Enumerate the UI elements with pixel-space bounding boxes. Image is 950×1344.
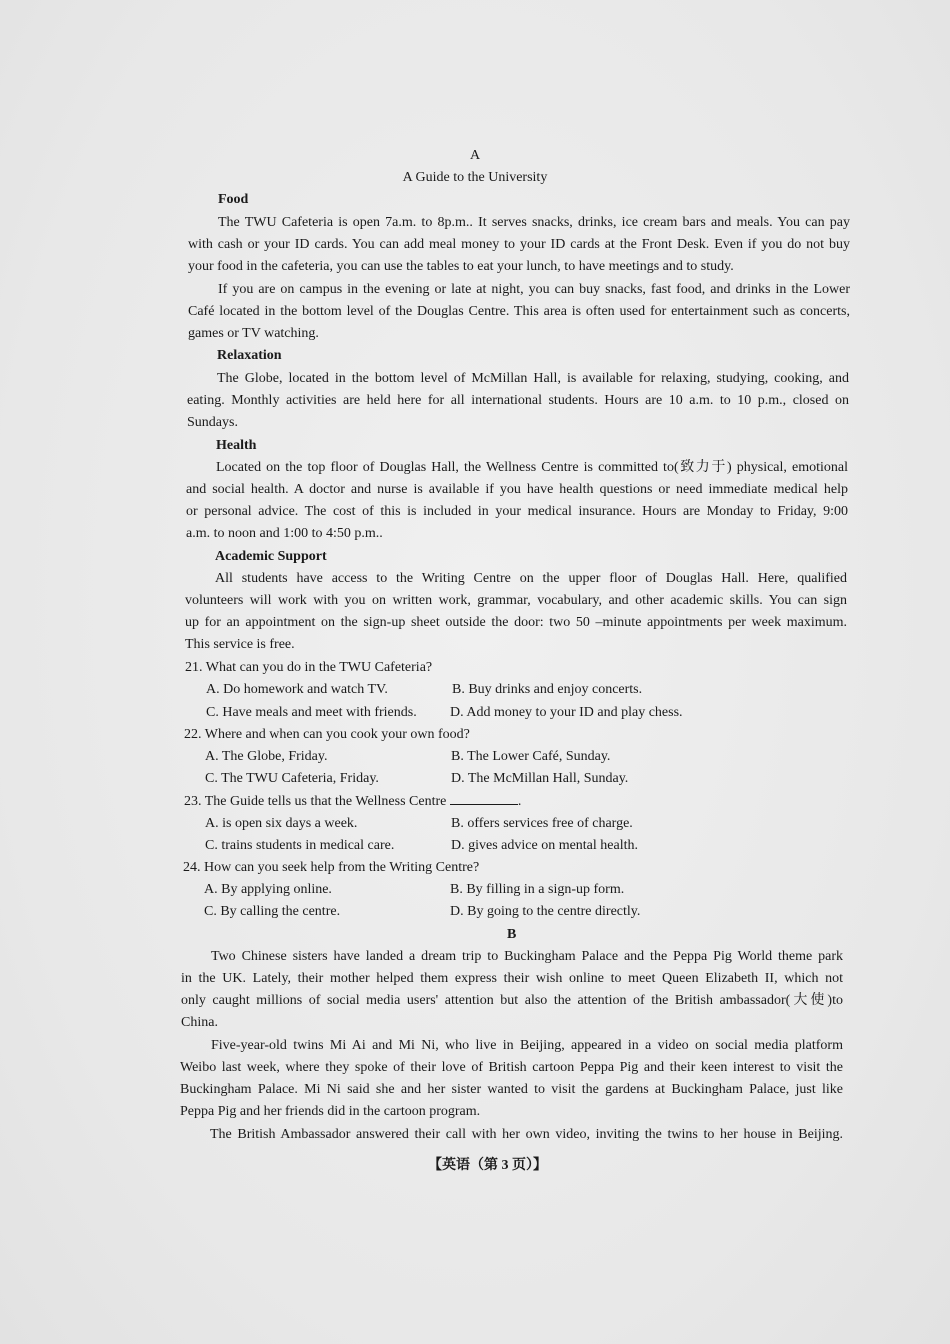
- b-p2-line3: Buckingham Palace. Mi Ni said she and her sister wanted to visit the gardens at Buckingham Palace, just like: [180, 1082, 843, 1097]
- heading-relaxation: Relaxation: [217, 348, 282, 363]
- health-p1-line2: and social health. A doctor and nurse is available if you have health questions or need immediate medical help: [186, 482, 848, 497]
- passage-title: A Guide to the University: [402, 170, 548, 185]
- health-p1-line4: a.m. to noon and 1:00 to 4:50 p.m..: [186, 526, 383, 541]
- academic-p1-line2: volunteers will work with you on written work, grammar, vocabulary, and other academic skills. You can sign: [185, 593, 847, 608]
- q22-option-b: B. The Lower Café, Sunday.: [451, 749, 611, 764]
- q24-option-d: D. By going to the centre directly.: [450, 904, 641, 919]
- b-p3-line1: The British Ambassador answered their call with her own video, inviting the twins to her house in Beijing.: [210, 1127, 843, 1142]
- food-p1-line2: with cash or your ID cards. You can add meal money to your ID cards at the Front Desk. Even if you do not buy: [188, 237, 850, 252]
- heading-academic-support: Academic Support: [215, 549, 327, 564]
- q24-option-a: A. By applying online.: [204, 882, 332, 897]
- health-p1-line3: or personal advice. The cost of this is included in your medical insurance. Hours are Monday to Friday, 9:00: [186, 504, 848, 519]
- question-23-stem: [184, 792, 521, 811]
- q23-stem-end: .: [517, 794, 522, 809]
- health-p1-line1: Located on the top floor of Douglas Hall, the Wellness Centre is committed to(致力于) physical, emotional: [216, 460, 848, 475]
- q21-option-a: A. Do homework and watch TV.: [206, 682, 388, 697]
- food-p2-line2: Café located in the bottom level of the Douglas Centre. This area is often used for entertainment such as concerts,: [188, 304, 850, 319]
- q23-stem-text: 23. The Guide tells us that the Wellness Centre: [184, 794, 447, 809]
- academic-p1-line1: All students have access to the Writing Centre on the upper floor of Douglas Hall. Here, qualified: [215, 571, 847, 586]
- heading-food: Food: [218, 192, 249, 207]
- academic-p1-line4: This service is free.: [185, 637, 295, 652]
- relax-p1-line1: The Globe, located in the bottom level of McMillan Hall, is available for relaxing, studying, cooking, and: [217, 371, 849, 386]
- question-22-stem: 22. Where and when can you cook your own food?: [184, 727, 470, 742]
- q21-option-c: C. Have meals and meet with friends.: [206, 705, 417, 720]
- section-a-letter: A: [469, 148, 481, 163]
- relax-p1-line2: eating. Monthly activities are held here for all international students. Hours are 10 a.m. to 10 p.m., closed on: [187, 393, 849, 408]
- page-footer: 【英语（第 3 页）】: [428, 1158, 547, 1173]
- b-p2-line2: Weibo last week, where they spoke of their love of British cartoon Peppa Pig and their keen interest to visit the: [180, 1060, 843, 1075]
- food-p1-line1: The TWU Cafeteria is open 7a.m. to 8p.m.. It serves snacks, drinks, ice cream bars and meals. You can pay: [218, 215, 850, 230]
- q23-option-b: B. offers services free of charge.: [451, 816, 633, 831]
- b-p2-line4: Peppa Pig and her friends did in the cartoon program.: [180, 1104, 481, 1119]
- relax-p1-line3: Sundays.: [187, 415, 238, 430]
- q24-option-b: B. By filling in a sign-up form.: [450, 882, 625, 897]
- q23-option-d: D. gives advice on mental health.: [451, 838, 638, 853]
- question-24-stem: 24. How can you seek help from the Writing Centre?: [183, 860, 480, 875]
- food-p1-line3: your food in the cafeteria, you can use the tables to eat your lunch, to have meetings and to study.: [188, 259, 734, 274]
- b-p2-line1: Five-year-old twins Mi Ai and Mi Ni, who live in Beijing, appeared in a video on social media platform: [211, 1038, 843, 1053]
- question-21-stem: 21. What can you do in the TWU Cafeteria?: [185, 660, 433, 675]
- answer-blank: [450, 792, 518, 805]
- q24-option-c: C. By calling the centre.: [204, 904, 341, 919]
- q21-option-b: B. Buy drinks and enjoy concerts.: [452, 682, 643, 697]
- b-p1-line3: only caught millions of social media users' attention but also the attention of the British ambassador(大使)to: [181, 993, 843, 1008]
- q21-option-d: D. Add money to your ID and play chess.: [450, 705, 683, 720]
- b-p1-line4: China.: [181, 1015, 218, 1030]
- q22-option-a: A. The Globe, Friday.: [205, 749, 328, 764]
- academic-p1-line3: up for an appointment on the sign-up sheet outside the door: two 50 –minute appointments per week maximum.: [185, 615, 847, 630]
- q23-option-a: A. is open six days a week.: [205, 816, 358, 831]
- q22-option-c: C. The TWU Cafeteria, Friday.: [205, 771, 379, 786]
- b-p1-line1: Two Chinese sisters have landed a dream trip to Buckingham Palace and the Peppa Pig World theme park: [211, 949, 843, 964]
- q23-option-c: C. trains students in medical care.: [205, 838, 395, 853]
- food-p2-line3: games or TV watching.: [188, 326, 319, 341]
- heading-health: Health: [216, 438, 257, 453]
- section-b-letter: B: [507, 927, 517, 942]
- b-p1-line2: in the UK. Lately, their mother helped them express their wish online to meet Queen Elizabeth II, which not: [181, 971, 843, 986]
- food-p2-line1: If you are on campus in the evening or late at night, you can buy snacks, fast food, and drinks in the Lower: [218, 282, 850, 297]
- q22-option-d: D. The McMillan Hall, Sunday.: [451, 771, 629, 786]
